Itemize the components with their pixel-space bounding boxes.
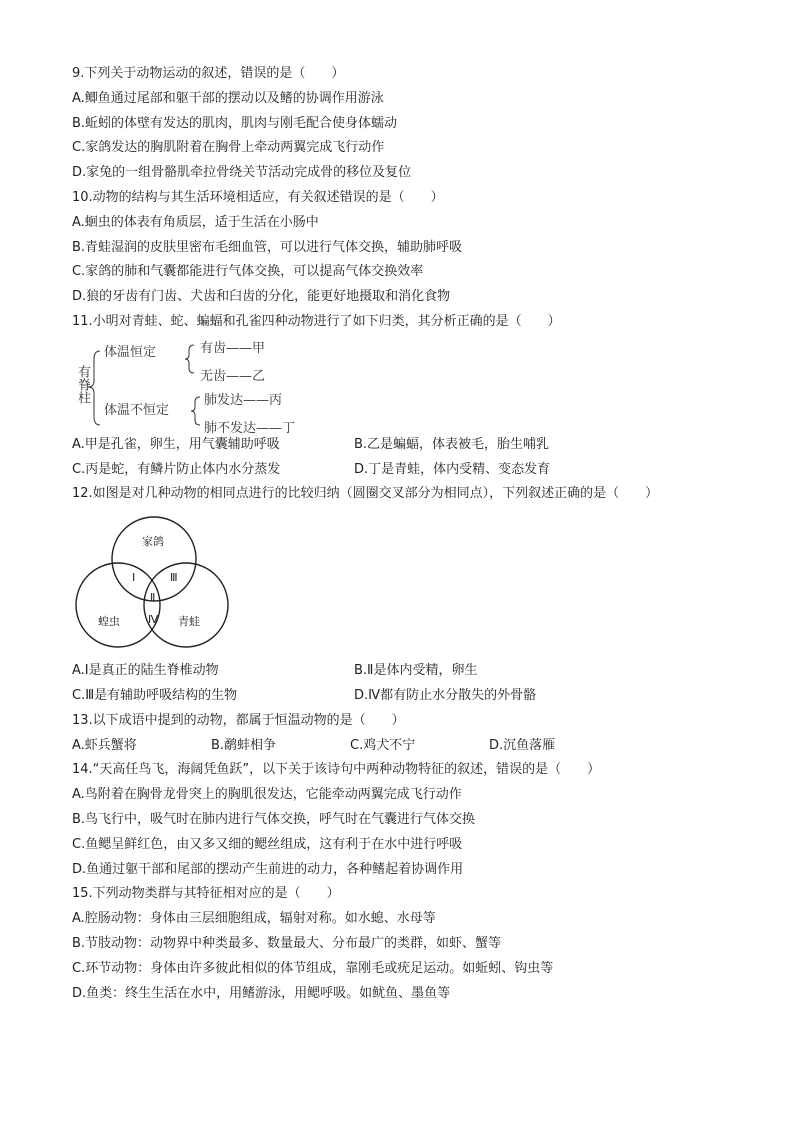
q9-option-a: A.鲫鱼通过尾部和躯干部的摆动以及鳍的协调作用游泳 xyxy=(72,90,384,106)
tree-leaf-ding: 肺不发达——丁 xyxy=(204,420,296,436)
q13-option-c: C.鸡犬不宁 xyxy=(350,737,416,753)
q9-option-c: C.家鸽发达的胸肌附着在胸骨上牵动两翼完成飞行动作 xyxy=(72,140,385,156)
q9-option-b: B.蚯蚓的体壁有发达的肌肉，肌肉与刚毛配合使身体蠕动 xyxy=(72,115,398,131)
q10-option-d: D.狼的牙齿有门齿、犬齿和臼齿的分化，能更好地摄取和消化食物 xyxy=(72,289,451,305)
tree-root: 有脊柱 xyxy=(75,364,90,404)
tree-leaf-bing: 肺发达——丙 xyxy=(204,392,283,408)
q12-option-c: C.Ⅲ是有辅助呼吸结构的生物 xyxy=(72,687,238,703)
q15-stem: 15.下列动物类群与其特征相对应的是（ ） xyxy=(72,886,340,902)
q9-stem: 9.下列关于动物运动的叙述，错误的是（ ） xyxy=(72,66,345,81)
q10-stem: 10.动物的结构与其生活环境相适应，有关叙述错误的是（ ） xyxy=(72,189,444,205)
venn-region-4: Ⅳ xyxy=(148,613,159,627)
q10-option-a: A.蛔虫的体表有角质层，适于生活在小肠中 xyxy=(72,214,319,230)
tree-branch-cold: 体温不恒定 xyxy=(104,402,170,418)
q11-option-a: A.甲是孔雀，卵生，用气囊辅助呼吸 xyxy=(72,436,280,452)
tree-leaf-jia: 有齿——甲 xyxy=(200,340,266,356)
q14-stem: 14.“天高任鸟飞，海阔凭鱼跃”，以下关于该诗句中两种动物特征的叙述，错误的是（ ） xyxy=(72,762,601,778)
q13-option-a: A.虾兵蟹将 xyxy=(72,737,137,753)
q12-option-b: B.Ⅱ是体内受精，卵生 xyxy=(354,663,478,679)
q11-stem: 11.小明对青蛙、蛇、蝙蝠和孔雀四种动物进行了如下归类，其分析正确的是（ ） xyxy=(72,313,561,329)
q15-option-c: C.环节动物：身体由许多彼此相似的体节组成，靠刚毛或疣足运动。如蚯蚓、钩虫等 xyxy=(72,960,554,976)
venn-label-pigeon: 家鸽 xyxy=(142,535,164,549)
q12-options-row2 xyxy=(72,684,732,709)
q15-option-b: B.节肢动物：动物界中种类最多、数量最大、分布最广的类群，如虾、蟹等 xyxy=(72,935,502,951)
q12-stem: 12.如图是对几种动物的相同点进行的比较归纳（圆圈交叉部分为相同点），下列叙述正确的是（ ） xyxy=(72,486,659,502)
tree-leaf-yi: 无齿——乙 xyxy=(200,368,266,384)
q13-options xyxy=(72,734,732,759)
q15-option-a: A.腔肠动物：身体由三层细胞组成，辐射对称。如水螅、水母等 xyxy=(72,911,436,927)
exam-page xyxy=(72,62,732,1006)
q13-option-b: B.鹬蚌相争 xyxy=(211,737,277,753)
q13-option-d: D.沉鱼落雁 xyxy=(489,737,556,753)
tree-branch-warm: 体温恒定 xyxy=(104,344,157,360)
q10-option-b: B.青蛙湿润的皮肤里密布毛细血管，可以进行气体交换，辅助肺呼吸 xyxy=(72,239,463,255)
q14-option-d: D.鱼通过躯干部和尾部的摆动产生前进的动力，各种鳍起着协调作用 xyxy=(72,861,464,877)
venn-region-3: Ⅲ xyxy=(170,571,178,585)
venn-diagram xyxy=(74,513,234,653)
q11-options-row1 xyxy=(72,433,732,458)
venn-label-locust: 蝗虫 xyxy=(98,615,120,629)
q12-option-d: D.Ⅳ都有防止水分散失的外骨骼 xyxy=(354,687,537,703)
q14-option-c: C.鱼鳃呈鲜红色，由又多又细的鳃丝组成，这有利于在水中进行呼吸 xyxy=(72,836,463,852)
q12-option-a: A.Ⅰ是真正的陆生脊椎动物 xyxy=(72,663,219,679)
q14-option-b: B.鸟飞行中，吸气时在肺内进行气体交换，呼气时在气囊进行气体交换 xyxy=(72,811,476,827)
q14-option-a: A.鸟附着在胸骨龙骨突上的胸肌很发达，它能牵动两翼完成飞行动作 xyxy=(72,787,462,803)
q12-options-row1 xyxy=(72,659,732,684)
q11-options-row2 xyxy=(72,458,732,483)
q13-stem: 13.以下成语中提到的动物，都属于恒温动物的是（ ） xyxy=(72,712,405,728)
q10-option-c: C.家鸽的肺和气囊都能进行气体交换，可以提高气体交换效率 xyxy=(72,264,424,280)
q11-option-b: B.乙是蝙蝠，体表被毛，胎生哺乳 xyxy=(354,436,550,452)
venn-region-1: Ⅰ xyxy=(132,571,136,585)
q15-option-d: D.鱼类：终生生活在水中，用鳍游泳，用鳃呼吸。如鱿鱼、墨鱼等 xyxy=(72,985,451,1001)
classification-tree xyxy=(74,337,334,436)
venn-region-2: Ⅱ xyxy=(150,591,156,605)
venn-label-frog: 青蛙 xyxy=(178,615,200,629)
q9-option-d: D.家兔的一组骨骼肌牵拉骨绕关节活动完成骨的移位及复位 xyxy=(72,165,412,181)
q11-option-c: C.丙是蛇，有鳞片防止体内水分蒸发 xyxy=(72,461,281,477)
q11-option-d: D.丁是青蛙，体内受精、变态发育 xyxy=(354,461,551,477)
